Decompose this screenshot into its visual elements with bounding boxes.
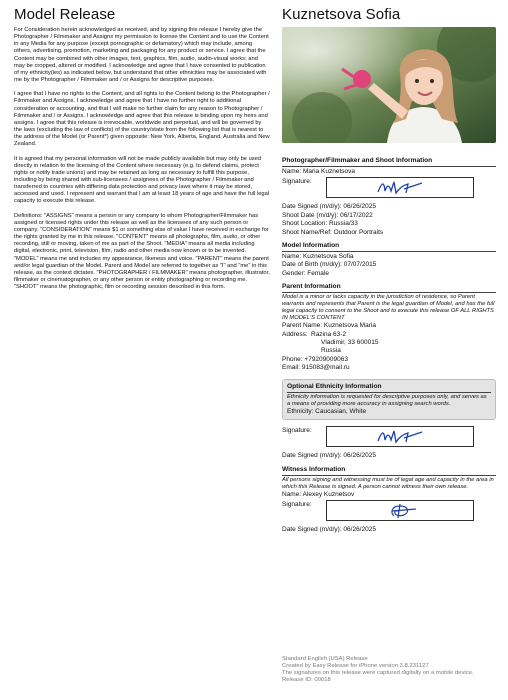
model-name: Name: Kuznetsova Sofia (282, 253, 354, 261)
section-divider (282, 166, 496, 167)
signature-label: Signature: (282, 500, 312, 508)
witness-name: Name: Alexey Kuznetsov (282, 490, 355, 498)
terms-paragraph-definitions: Definitions: "ASSIGNS" means a person or any company to whom Photographer/Filmmaker has assigned or licensed rights under this release as well as the licensees of any such person or company. "CONSIDERATION" means $1 or something else of value I have received in exchange for the rights granted by me in this release. "CONTENT" means all photographs, film, audio, or other recording, still or moving, taken of me as part of the Shoot. "MEDIA" means all media including digital, electronic, print, television, film, radio and other media now known or to be invented. "MODEL" means me and includes my appearance, likeness and voice. "PARENT" means the parent and/or legal guardian of the Model. Parent and Model are referred to together as "I" and "me" in this release, as the context dictates. "PHOTOGRAPHER / FILMMAKER" means photographer, illustrator, filmmaker or cinematographer, or any other person or entity photographing or recording me. "SHOOT" means the photographic, film or recording session described in this form. (14, 212, 270, 291)
terms-paragraph-privacy: It is agreed that my personal information will not be made publicly available but may only be used directly in relation to the licensing of the Content where necessary (e.g. to defend claims, protect rights or notify trade unions) and may be retained as long as necessary to fulfill this purpose, including by being shared with sub-licensees / assignees of the Photographer / Filmmaker and transferred to countries with differing data protection and privacy laws where it may be stored, accessed and used. I represent and warrant that I am at least 18 years of age and have the full legal capacity to execute this release. (14, 155, 270, 205)
model-dob: Date of Birth (m/d/y): 07/07/2015 (282, 261, 377, 269)
photographer-signature-row (282, 177, 496, 198)
model-gender: Gender: Female (282, 269, 329, 277)
witness-signature-row (282, 500, 496, 521)
parent-email: Email: 915083@mail.ru (282, 364, 350, 372)
photographer-name: Name: Maria Kuznetsova (282, 168, 355, 175)
model-info-section (282, 242, 496, 278)
parent-signature-section (282, 426, 496, 460)
model-photo (282, 27, 496, 143)
witness-note: All persons signing and witnessing must be of legal age and capacity in the area in which this Release is signed. A person cannot witness their own release. (282, 476, 494, 490)
footer-digital-capture-note: The signatures on this release were captured digitally on a mobile device. (282, 670, 474, 676)
photographer-signature-image (370, 179, 430, 196)
witness-signature-box (326, 500, 474, 521)
ethnicity-value: Ethnicity: Caucasian, White (287, 407, 367, 415)
ethnicity-heading: Optional Ethnicity Information (287, 382, 382, 390)
photographer-date-signed: Date Signed (m/d/y): 06/26/2025 (282, 203, 376, 211)
photographer-signature-box (326, 177, 474, 198)
shoot-date: Shoot Date (m/d/y): 06/17/2022 (282, 211, 373, 219)
footer-release-type: Standard English (USA) Release (282, 656, 368, 662)
parent-info-heading: Parent Information (282, 283, 341, 291)
shoot-location: Shoot Location: Russia/33 (282, 220, 358, 228)
section-divider (287, 392, 491, 393)
signature-label: Signature: (282, 427, 312, 435)
section-divider (282, 475, 496, 476)
parent-date-signed: Date Signed (m/d/y): 06/26/2025 (282, 452, 376, 460)
section-divider (282, 251, 496, 252)
address-line: Razina 63-2 (311, 330, 347, 338)
address-line: Russia (321, 347, 341, 355)
witness-heading: Witness Information (282, 465, 346, 473)
model-name-heading: Kuznetsova Sofia (282, 6, 401, 23)
release-details-column (282, 6, 496, 534)
photographer-heading: Photographer/Filmmaker and Shoot Information (282, 157, 433, 164)
shoot-name: Shoot Name/Ref: Outdoor Portraits (282, 228, 384, 236)
section-divider (282, 292, 496, 293)
terms-paragraph-consideration: For Consideration herein acknowledged as received, and by signing this release I hereby give the Photographer / Filmmaker and Assigns my permission to license the Content and to use the Content in any Media for any purpose (except pornographic or defamatory) which may include, among others, advertising, promotion, marketing and packaging for any product or service. I agree that the Content may be combined with other images, text, graphics, film, audio, audio-visual works; and may be cropped, altered or modified. I acknowledge and agree that I have consented to publication of my ethnicity(ies) as indicated below, but understand that other ethnicities may be associated with me by the Photographer / Filmmaker and / or Assigns for descriptive purposes. (14, 27, 269, 84)
witness-signature-image (370, 502, 430, 519)
address-line: Vladimir, 33 600015 (321, 339, 379, 347)
parent-name: Parent Name: Kuznetsova Maria (282, 322, 376, 330)
model-info-heading: Model Information (282, 242, 340, 250)
page-title: Model Release (14, 6, 116, 23)
parent-note: Model is a minor or lacks capacity in the jurisdiction of residence, so Parent warrants and represents that Parent is the legal guardian of Model, and has the full legal capacity to consent to the Shoot and to execute this release OF ALL RIGHTS IN MODEL'S CONTENT (282, 294, 495, 322)
ethnicity-box (282, 379, 496, 420)
release-terms-column (14, 6, 270, 298)
parent-info-section (282, 283, 496, 372)
ethnicity-note: Ethnicity information is requested for descriptive purposes only, and serves as a means of providing more accuracy in assigning search words. (287, 393, 487, 407)
address-label: Address: (282, 330, 308, 338)
parent-address (282, 331, 496, 356)
release-footer (282, 656, 496, 684)
footer-created-by: Created by Easy Release for iPhone version 3.8.231127 (282, 663, 429, 669)
photographer-section (282, 157, 496, 237)
witness-date-signed: Date Signed (m/d/y): 06/26/2025 (282, 525, 376, 533)
footer-release-id: Release ID: 00018 (282, 677, 331, 683)
parent-signature-image (370, 428, 430, 445)
parent-phone: Phone: +79209009063 (282, 355, 348, 363)
terms-paragraph-rights: I agree that I have no rights to the Content, and all rights to the Content belong to the Photographer / Filmmaker and Assigns. I acknowledge and agree that I have no further right to additional consideration or accounting, and that I will make no further claim for any reason to Photographer / Filmmaker and / or Assigns. I acknowledge and agree that this release is binding upon my heirs and assigns. I agree that this release is irrevocable, worldwide and perpetual, and will be governed by the laws (excluding the law of conflicts) of the country/state from the following list that is nearest to the address of the Model (or Parent*) given opposite: New York, Alberta, England, Australia and New Zealand. (14, 91, 270, 148)
parent-signature-box (326, 426, 474, 447)
witness-section (282, 466, 496, 535)
parent-signature-row (282, 426, 496, 447)
signature-label: Signature: (282, 178, 312, 186)
